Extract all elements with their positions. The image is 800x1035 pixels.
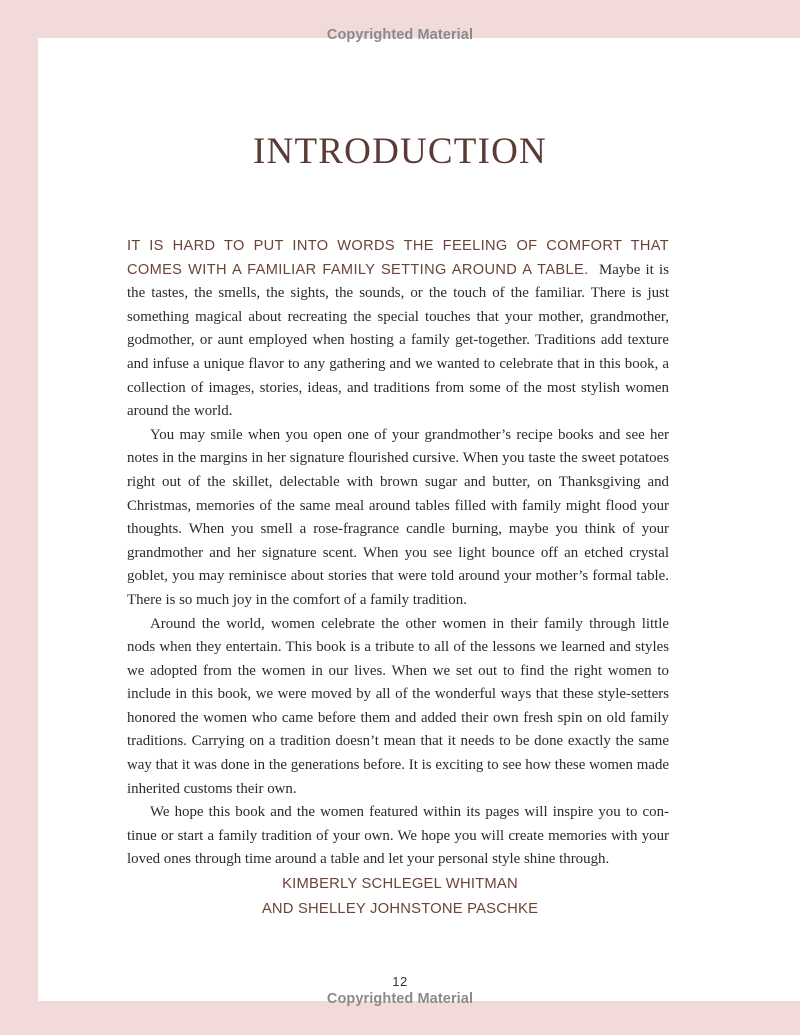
watermark-bottom: Copyrighted Material [326, 991, 474, 1007]
page-number: 12 [392, 974, 408, 989]
signature-line-1: KIMBERLY SCHLEGEL WHITMAN [282, 876, 518, 892]
page-title: INTRODUCTION [253, 131, 547, 172]
paragraph-2: You may smile when you open one of your grandmother’s recipe books and see her notes in the margins in her signature flourished cursive. When you taste the sweet potatoes right out of the skillet, delectable with brown sugar and butter, on Thanksgiving and Christmas, memories of the same meal around tables filled with family might flood your thoughts. When you smell a rose-fragrance candle burning, maybe you think of your grandmother and her signature scent. When you see light bounce off an etched crystal goblet, you may reminisce about stories that were told around your mother’s formal table. There is so much joy in the comfort of a family tradition. [127, 426, 669, 608]
signature-line-2: AND SHELLEY JOHNSTONE PASCHKE [261, 900, 539, 917]
paragraph-3: Around the world, women celebrate the other women in their family through little nods when they entertain. This book is a tribute to all of the lessons we learned and styles we adopted from the women in our lives. When we set out to find the right women to include in this book, we were moved by all of the wonderful ways that these style-setters honored the women who came before them and added their own fresh spin on old family traditions. Carrying on a tradition doesn’t mean that it needs to be done exactly the same way that it was done in the generations before. It is exciting to see how these women made inherited customs their own. [127, 615, 669, 797]
lead-in-text: IT IS HARD TO PUT INTO WORDS THE FEELING OF COMFORT THAT COMES WITH A FAMILIAR FAMILY SETTING AROUND A TABLE. [127, 238, 669, 278]
author-signature [0, 872, 800, 921]
paragraph-4: We hope this book and the women featured within its pages will inspire you to continue or start a family tradition of your own. We hope you will create memories with your loved ones through time around a table and let your personal style shine through. [127, 804, 669, 868]
introduction-body [127, 235, 669, 872]
watermark-top: Copyrighted Material [326, 27, 474, 43]
paragraph-1 [127, 235, 669, 424]
paragraph-1-text: Maybe it is the tastes, the smells, the sights, the sounds, or the touch of the familiar. There is just something magical about recreating the special touches that your mother, grandmother, godmother, or aunt employed when hosting a family get-together. Traditions add texture and infuse a unique flavor to any gathering and we wanted to celebrate that in this book, a collection of images, stories, ideas, and traditions from some of the most stylish women around the world. [127, 261, 669, 420]
